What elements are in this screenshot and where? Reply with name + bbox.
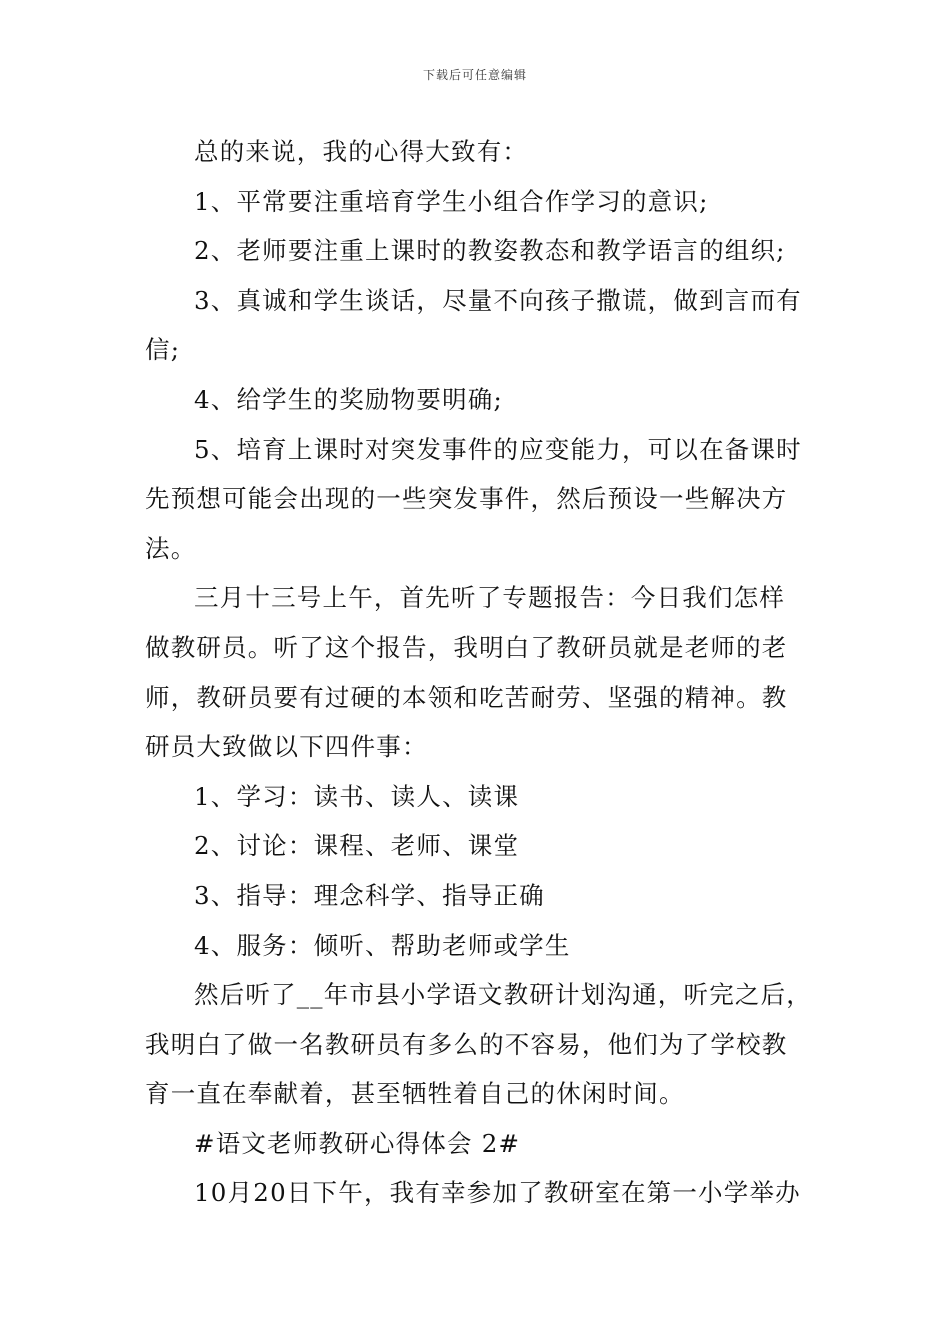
paragraph-line: 师，教研员要有过硬的本领和吃苦耐劳、坚强的精神。教 [145, 682, 788, 712]
paragraph-line: 总的来说，我的心得大致有： [194, 137, 529, 166]
paragraph-line: 信; [145, 335, 181, 365]
list-item: 1、学习：读书、读人、读课 [194, 781, 520, 811]
list-item: 1、平常要注重培育学生小组合作学习的意识; [194, 186, 709, 216]
paragraph-line: 研员大致做以下四件事： [145, 732, 428, 762]
document-body [145, 127, 815, 1218]
list-item: 4、服务：倾听、帮助老师或学生 [194, 930, 571, 960]
list-item: 4、给学生的奖励物要明确; [194, 384, 503, 414]
paragraph-line: 育一直在奉献着，甚至牺牲着自己的休闲时间。 [145, 1079, 685, 1109]
page-header-note: 下载后可任意编辑 [422, 68, 527, 82]
list-item: 2、讨论：课程、老师、课堂 [194, 831, 520, 861]
paragraph-line: 做教研员。听了这个报告，我明白了教研员就是老师的老 [145, 632, 788, 662]
list-item: 5、培育上课时对突发事件的应变能力，可以在备课时 [194, 434, 802, 464]
paragraph-line: 10月20日下午，我有幸参加了教研室在第一小学举办 [194, 1178, 801, 1208]
paragraph-line: 三月十三号上午，首先听了专题报告：今日我们怎样 [194, 583, 786, 613]
paragraph-line: 然后听了__年市县小学语文教研计划沟通，听完之后， [194, 980, 812, 1010]
paragraph-line: 法。 [145, 533, 197, 563]
list-item: 3、真诚和学生谈话，尽量不向孩子撒谎，做到言而有 [194, 285, 802, 315]
section-heading: #语文老师教研心得体会 2# [194, 1128, 521, 1158]
paragraph-line: 先预想可能会出现的一些突发事件，然后预设一些解决方 [145, 484, 788, 514]
list-item: 2、老师要注重上课时的教姿教态和教学语言的组织; [194, 236, 786, 266]
list-item: 3、指导：理念科学、指导正确 [194, 880, 545, 910]
paragraph-line: 我明白了做一名教研员有多么的不容易，他们为了学校教 [145, 1029, 788, 1059]
